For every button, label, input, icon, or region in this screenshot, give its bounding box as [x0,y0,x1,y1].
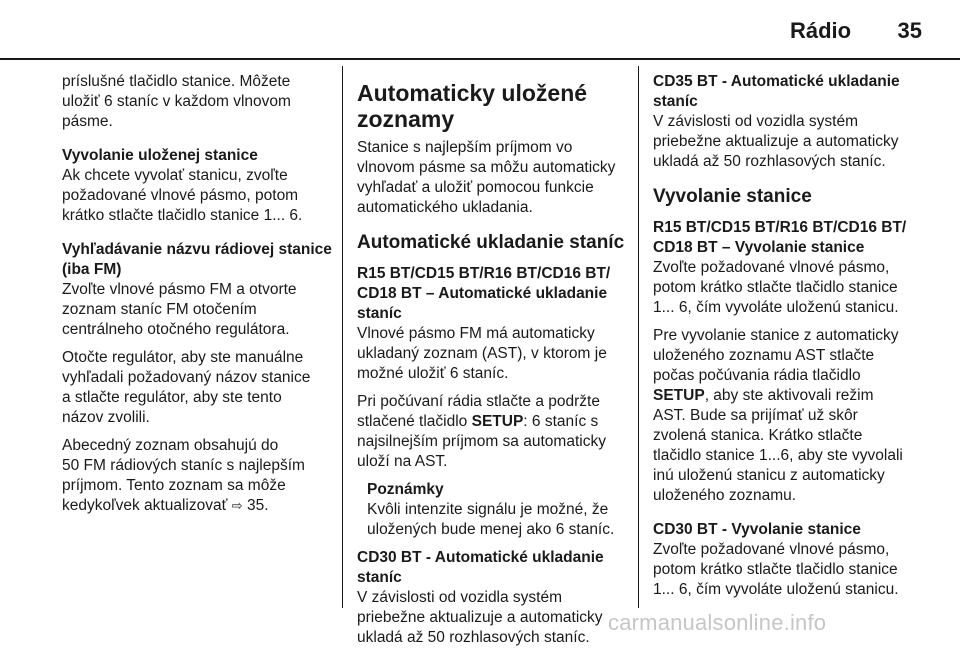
cd30-recall-heading: CD30 BT - Vyvolanie stanice [653,521,861,538]
cd35-auto-paragraph: V závislosti od vozidla systém priebežne aktualizuje a automaticky ukladá až 50 rozhlasových staníc. [653,113,899,170]
setup-button-label: SETUP [471,413,524,430]
page-reference-link[interactable]: 35. [246,497,269,514]
intro-paragraph: príslušné tlačidlo stanice. Môžete uložiť 6 staníc v každom vlnovom pásme. [62,73,291,130]
auto-lists-paragraph: Stanice s najlepším príjmom vo vlnovom pásme sa môžu automaticky vyhľadať a uložiť pomocou funkcie automatického ukladania. [357,139,616,216]
header-divider [0,58,960,60]
column-3 [653,72,928,600]
recall-paragraph: Ak chcete vyvolať stanicu, zvoľte požadované vlnové pásmo, potom krátko stlačte tlačidlo stanice 1... 6. [62,167,303,224]
column-1 [62,72,332,516]
recall-heading: Vyvolanie uloženej stanice [62,147,258,164]
search-paragraph-1: Zvoľte vlnové pásmo FM a otvorte zoznam staníc FM otočením centrálneho otočného regulátora. [62,281,297,338]
note-title: Poznámky [367,481,444,498]
models-recall-paragraph: Zvoľte požadované vlnové pásmo, potom krátko stlačte tlačidlo stanice 1... 6, čím vyvoláte uloženú stanicu. [653,259,899,316]
page-title: Rádio [790,18,852,43]
fm-paragraph: Vlnové pásmo FM má automaticky ukladaný zoznam (AST), v ktorom je možné uložiť 6 staníc. [357,325,607,382]
note-text: Kvôli intenzite signálu je možné, že uložených bude menej ako 6 staníc. [367,501,615,538]
models-heading-auto-store: R15 BT/CD15 BT/R16 BT/CD16 BT/ CD18 BT – Automatické ukladanie staníc [357,265,611,322]
models-heading-recall: R15 BT/CD15 BT/R16 BT/CD16 BT/ CD18 BT – Vyvolanie stanice [653,219,907,256]
search-paragraph-3: Abecedný zoznam obsahujú do 50 FM rádiových staníc s najlepším príjmom. Tento zoznam sa môže kedykoľvek aktualizovať ⇨ 35. [62,437,305,514]
ref-arrow-icon[interactable]: ⇨ [231,498,243,513]
subheading-auto-store: Automatické ukladanie staníc [357,232,625,253]
page-number: 35 [897,18,922,43]
search-paragraph-2: Otočte regulátor, aby ste manuálne vyhľadali požadovaný názov stanice a stlačte regulátor, aby ste tento názov zvolili. [62,349,311,426]
ast-paragraph: Pre vyvolanie stanice z automaticky uloženého zoznamu AST stlačte počas počúvania rádia tlačidlo SETUP, aby ste aktivovali režim AST. Bude sa prijímať už skôr zvolená stanica. Krátko stlačte tlačidlo stanice 1...6, aby ste vyvolali inú uloženú stanicu z automaticky uloženého zoznamu. [653,327,903,504]
setup-button-label-2: SETUP [653,387,705,404]
cd30-auto-paragraph: V závislosti od vozidla systém priebežne aktualizuje a automaticky ukladá až 50 rozhlasových staníc. [357,589,603,646]
column-divider-1 [342,66,343,608]
search-heading: Vyhľadávanie názvu rádiovej stanice (iba FM) [62,241,332,278]
cd30-recall-paragraph: Zvoľte požadované vlnové pásmo, potom krátko stlačte tlačidlo stanice 1... 6, čím vyvoláte uloženú stanicu. [653,541,899,598]
note-box [367,480,629,540]
cd35-auto-heading: CD35 BT - Automatické ukladanie staníc [653,73,900,110]
column-divider-2 [638,66,639,608]
section-heading-auto-lists: Automaticky uložené zoznamy [357,80,588,132]
cd30-auto-heading: CD30 BT - Automatické ukladanie staníc [357,549,604,586]
subheading-recall-station: Vyvolanie stanice [653,186,812,207]
column-2 [357,80,629,648]
setup-paragraph: Pri počúvaní rádia stlačte a podržte stlačené tlačidlo SETUP: 6 staníc s najsilnejším príjmom sa automaticky uloží na AST. [357,393,606,470]
watermark: carmanualsonline.info [608,610,827,635]
